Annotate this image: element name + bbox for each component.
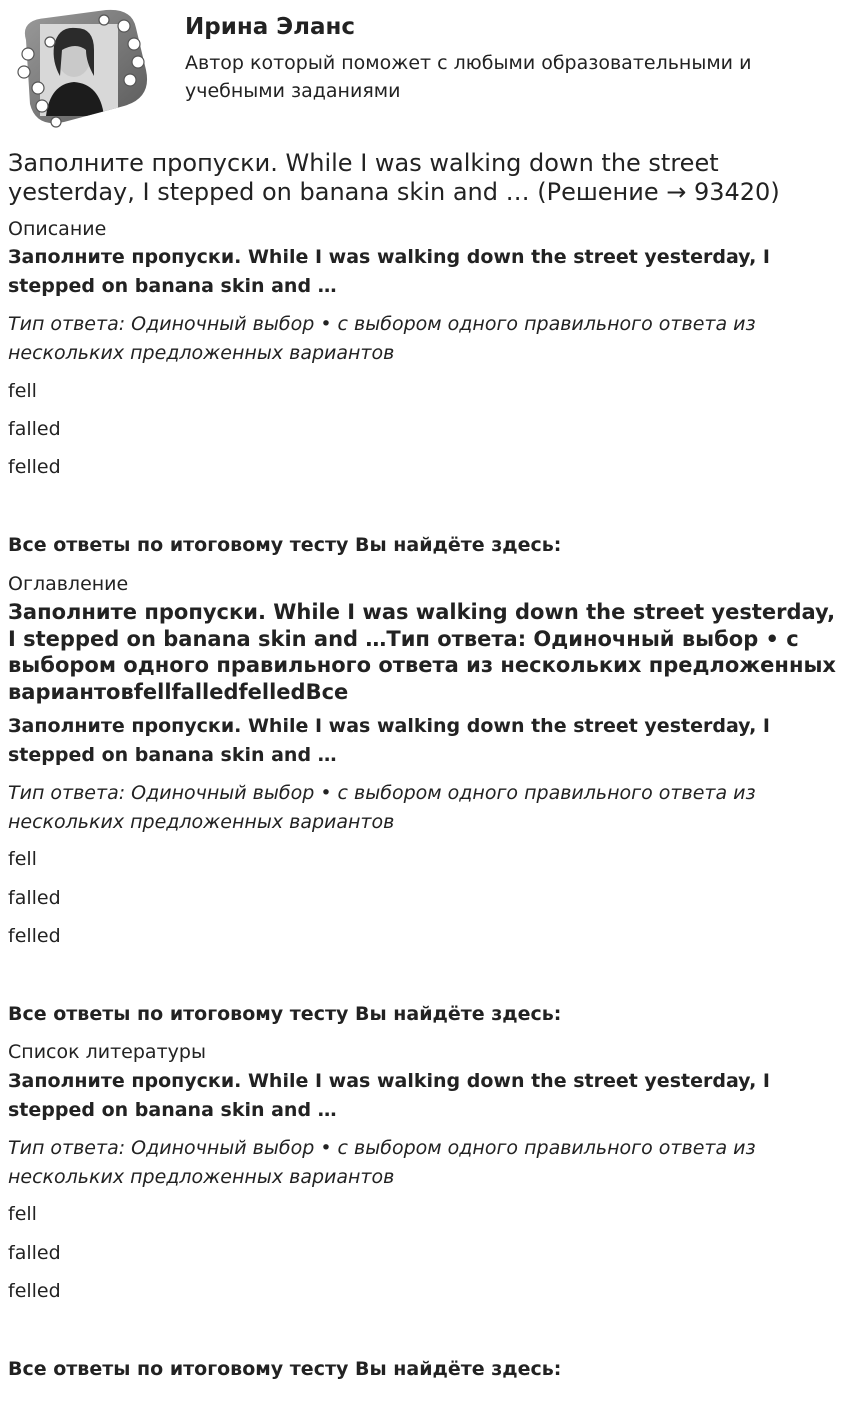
author-description: Автор который поможет с любыми образовательными и учебными заданиями	[185, 52, 752, 102]
all-answers-link-text: Все ответы по итоговому тесту Вы найдёте здесь:	[8, 1003, 562, 1025]
answer-option: falled	[8, 1242, 61, 1264]
section-label-contents: Оглавление	[8, 573, 129, 595]
answer-option: fell	[8, 1203, 37, 1225]
answer-option: fell	[8, 380, 37, 402]
answer-type-text: Тип ответа: Одиночный выбор • с выбором одного правильного ответа из нескольких предложенных вариантов	[8, 1137, 756, 1188]
all-answers-link-text: Все ответы по итоговому тесту Вы найдёте здесь:	[8, 534, 562, 556]
answer-option: felled	[8, 456, 61, 478]
section-label-bibliography: Список литературы	[8, 1041, 206, 1063]
author-block	[0, 0, 847, 130]
question-text: Заполните пропуски. While I was walking down the street yesterday, I stepped on banana skin and …	[8, 246, 770, 297]
answer-option: falled	[8, 887, 61, 909]
question-text: Заполните пропуски. While I was walking down the street yesterday, I stepped on banana skin and …	[8, 715, 770, 766]
answer-option: felled	[8, 925, 61, 947]
contents-heading: Заполните пропуски. While I was walking down the street yesterday, I stepped on banana skin and …Тип ответа: Одиночный выбор • с выбором одного правильного ответа из нескольких предложенных вариантовfellfalledfelledВсе	[8, 600, 836, 704]
answer-option: felled	[8, 1280, 61, 1302]
answer-type-text: Тип ответа: Одиночный выбор • с выбором одного правильного ответа из нескольких предложенных вариантов	[8, 782, 756, 833]
author-avatar[interactable]	[6, 6, 152, 128]
author-name[interactable]: Ирина Эланс	[185, 14, 356, 40]
answer-type-text: Тип ответа: Одиночный выбор • с выбором одного правильного ответа из нескольких предложенных вариантов	[8, 313, 756, 364]
answer-option: fell	[8, 848, 37, 870]
question-text: Заполните пропуски. While I was walking down the street yesterday, I stepped on banana skin and …	[8, 1070, 770, 1121]
all-answers-link-text: Все ответы по итоговому тесту Вы найдёте здесь:	[8, 1358, 562, 1380]
page-title: Заполните пропуски. While I was walking down the street yesterday, I stepped on banana skin and … (Решение → 93420)	[8, 149, 780, 206]
answer-option: falled	[8, 418, 61, 440]
section-label-description: Описание	[8, 218, 107, 240]
